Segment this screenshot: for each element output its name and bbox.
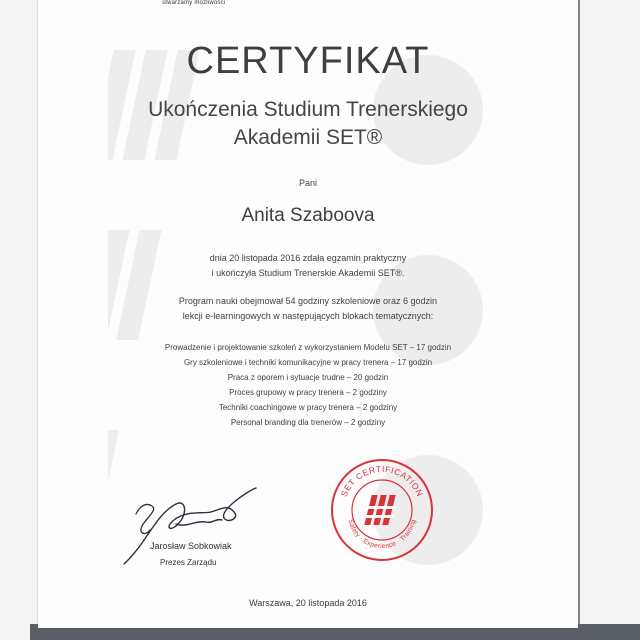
program-line-2: lekcji e-learningowych w następujących blokach tematycznych: <box>182 311 434 321</box>
subtitle-line-1: Ukończenia Studium Trenerskiego <box>148 98 468 121</box>
svg-text:Safety · Experience · Training <box>346 519 417 550</box>
list-item: Prowadzenie i projektowanie szkoleń z wykorzystaniem Modelu SET – 17 godzin <box>164 343 452 352</box>
exam-paragraph <box>38 251 578 281</box>
certificate-title: CERTYFIKAT <box>186 40 430 82</box>
list-item: Personal branding dla trenerów – 2 godziny <box>230 418 386 427</box>
left-margin <box>0 0 40 640</box>
recipient-name: Anita Szaboova <box>241 205 375 226</box>
certificate-subtitle <box>38 96 578 152</box>
exam-line-1: dnia 20 listopada 2016 zdała egzamin praktyczny <box>209 253 407 263</box>
list-item: Gry szkoleniowe i techniki komunikacyjne w pracy trenera – 17 godzin <box>183 358 433 367</box>
right-margin <box>580 0 640 640</box>
program-paragraph <box>38 294 578 324</box>
list-item: Praca z oporem i sytuacje trudne – 20 godzin <box>227 373 389 382</box>
header-tagline: stwarzamy możliwości <box>162 0 226 6</box>
subtitle-line-2: Akademii SET® <box>233 126 383 149</box>
signatory-name: Jarosław Sobkowiak <box>150 541 232 551</box>
salutation: Pani <box>298 178 317 188</box>
signatory-role: Prezes Zarządu <box>160 558 217 567</box>
exam-line-2: i ukończyła Studium Trenerskie Akademii SET®. <box>211 268 405 278</box>
certificate-sheet <box>38 0 578 628</box>
list-item: Techniki coachingowe w pracy trenera – 2 godziny <box>218 403 398 412</box>
list-item: Proces grupowy w pracy trenera – 2 godziny <box>229 388 387 397</box>
seal-top-text: SET CERTIFICATION <box>338 463 426 499</box>
topic-blocks-list <box>38 340 578 430</box>
certification-seal <box>330 458 434 562</box>
place-and-date: Warszawa, 20 listopada 2016 <box>249 598 367 608</box>
program-line-1: Program nauki obejmował 54 godziny szkoleniowe oraz 6 godzin <box>178 296 438 306</box>
seal-bottom-text: Safety · Experience · Training <box>346 518 418 551</box>
